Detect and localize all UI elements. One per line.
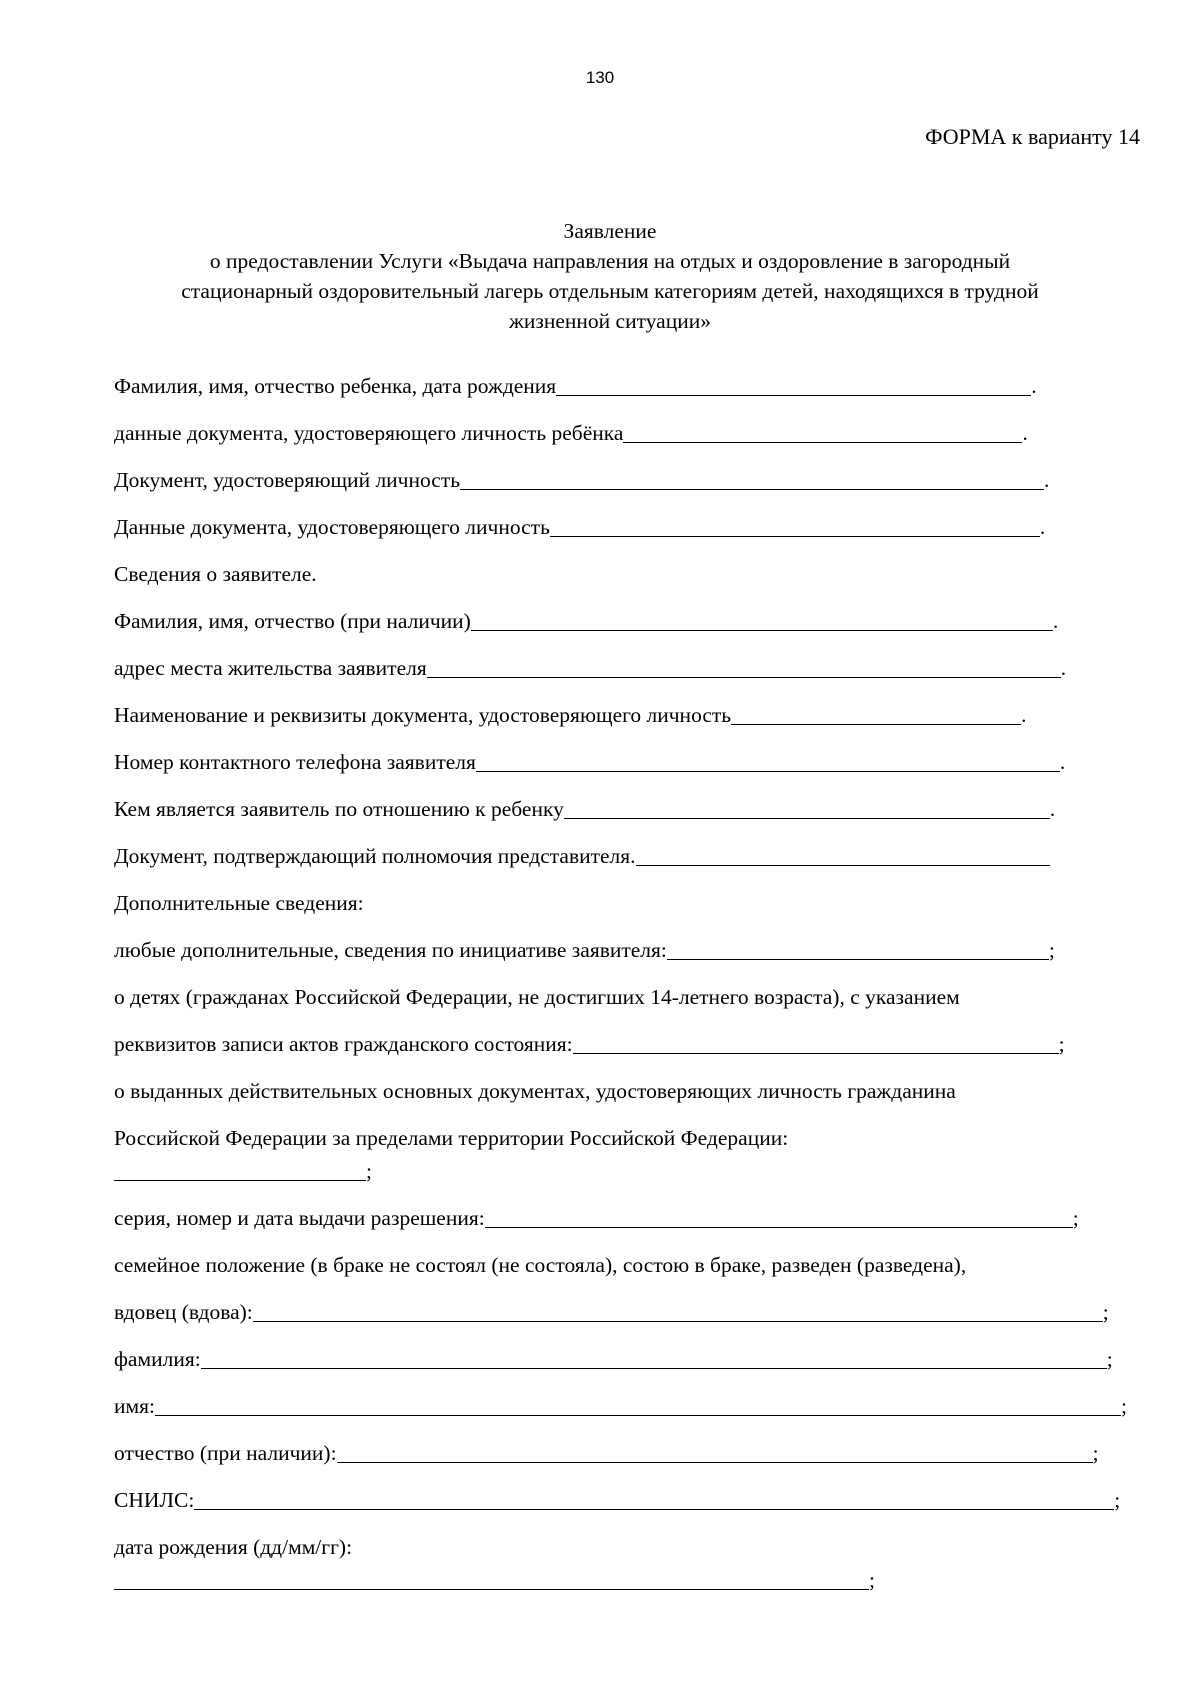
field-end: . — [1044, 468, 1050, 492]
birth-date-input[interactable] — [114, 1569, 869, 1590]
field-patronymic — [114, 1439, 1099, 1467]
field-child-name-dob — [114, 372, 1037, 400]
field-label: реквизитов записи актов гражданского состояния: — [114, 1032, 573, 1056]
first-name-input[interactable] — [155, 1395, 1121, 1416]
id-doc-input[interactable] — [460, 469, 1044, 490]
applicant-address-input[interactable] — [427, 657, 1061, 678]
field-label: Сведения о заявителе. — [114, 562, 317, 586]
field-label: СНИЛС: — [114, 1488, 195, 1512]
field-id-doc-data — [114, 513, 1045, 541]
document-heading — [130, 216, 1090, 336]
heading-line-3: жизненной ситуации» — [509, 309, 711, 333]
child-name-dob-input[interactable] — [556, 375, 1031, 396]
snils-input[interactable] — [194, 1489, 1114, 1510]
field-birth-date — [114, 1566, 875, 1594]
field-label: о детях (гражданах Российской Федерации, не достигших 14-летнего возраста), с указанием — [114, 985, 960, 1009]
children-info-input[interactable] — [573, 1033, 1059, 1054]
marital-status-line-1 — [114, 1251, 966, 1279]
additional-section-heading — [114, 889, 364, 917]
additional-info-input[interactable] — [667, 939, 1049, 960]
field-end: ; — [869, 1568, 875, 1592]
applicant-id-doc-input[interactable] — [731, 704, 1021, 725]
heading-line-1: о предоставлении Услуги «Выдача направления на отдых и оздоровление в загородный — [209, 249, 1011, 273]
field-end: ; — [1048, 938, 1055, 962]
patronymic-input[interactable] — [337, 1442, 1093, 1463]
field-label: данные документа, удостоверяющего личность ребёнка — [114, 421, 624, 445]
field-label: вдовец (вдова): — [114, 1300, 253, 1324]
field-end: . — [1021, 703, 1027, 727]
birth-date-label-row — [114, 1533, 352, 1561]
applicant-name-input[interactable] — [471, 610, 1053, 631]
permit-input[interactable] — [485, 1207, 1073, 1228]
field-applicant-address — [114, 654, 1066, 682]
field-label: о выданных действительных основных документах, удостоверяющих личность гражданина — [114, 1079, 956, 1103]
applicant-section-heading — [114, 560, 317, 588]
field-representative-doc — [114, 842, 1050, 870]
children-info-line-1 — [114, 983, 960, 1011]
document-title: Заявление — [563, 219, 657, 243]
field-label: Данные документа, удостоверяющего личность — [114, 515, 550, 539]
field-label: отчество (при наличии): — [114, 1441, 337, 1465]
heading-line-2: стационарный оздоровительный лагерь отдельным категориям детей, находящихся в трудной — [181, 279, 1039, 303]
field-label: Кем является заявитель по отношению к ребенку — [114, 797, 564, 821]
field-label: Номер контактного телефона заявителя — [114, 750, 476, 774]
surname-input[interactable] — [201, 1348, 1107, 1369]
page-number: 130 — [585, 68, 615, 87]
field-end: . — [1052, 609, 1059, 633]
applicant-phone-input[interactable] — [476, 751, 1060, 772]
field-end: ; — [1106, 1347, 1113, 1371]
field-label: адрес места жительства заявителя — [114, 656, 427, 680]
field-applicant-id-doc — [114, 701, 1026, 729]
representative-doc-input[interactable] — [636, 845, 1050, 866]
field-surname — [114, 1345, 1113, 1373]
field-end: ; — [1102, 1300, 1109, 1324]
form-variant-label: ФОРМА к варианту 14 — [925, 124, 1140, 149]
field-label: имя: — [114, 1394, 155, 1418]
field-first-name — [114, 1392, 1127, 1420]
field-label: Документ, подтверждающий полномочия представителя. — [114, 844, 636, 868]
field-foreign-docs — [114, 1157, 372, 1185]
foreign-docs-line-1 — [114, 1077, 956, 1105]
field-end: ; — [1072, 1206, 1079, 1230]
field-label: дата рождения (дд/мм/гг): — [114, 1535, 353, 1559]
field-end: . — [1049, 797, 1056, 821]
field-label: Документ, удостоверяющий личность — [114, 468, 461, 492]
child-id-doc-input[interactable] — [623, 422, 1022, 443]
field-label: серия, номер и дата выдачи разрешения: — [114, 1206, 485, 1230]
field-label: Российской Федерации за пределами территории Российской Федерации: — [114, 1126, 789, 1150]
field-end: . — [1060, 656, 1067, 680]
field-label: Дополнительные сведения: — [114, 891, 364, 915]
field-id-doc — [114, 466, 1049, 494]
field-end: . — [1039, 515, 1046, 539]
field-applicant-name — [114, 607, 1058, 635]
field-end: ; — [1120, 1394, 1127, 1418]
field-applicant-phone — [114, 748, 1065, 776]
field-relation-to-child — [114, 795, 1055, 823]
field-end: . — [1022, 421, 1028, 445]
field-snils — [114, 1486, 1120, 1514]
field-end: . — [1059, 750, 1066, 774]
relation-to-child-input[interactable] — [564, 798, 1050, 819]
marital-status-input[interactable] — [253, 1301, 1103, 1322]
field-label: любые дополнительные, сведения по инициативе заявителя: — [114, 938, 667, 962]
field-marital-status — [114, 1298, 1109, 1326]
field-label: семейное положение (в браке не состоял (не состояла), состою в браке, разведен (разведена), — [114, 1253, 967, 1277]
field-end: ; — [366, 1159, 372, 1183]
field-end: ; — [1058, 1032, 1065, 1056]
field-end: . — [1031, 374, 1037, 398]
foreign-docs-line-2 — [114, 1124, 788, 1152]
field-label: Наименование и реквизиты документа, удостоверяющего личность — [114, 703, 732, 727]
field-permit — [114, 1204, 1079, 1232]
field-children-info — [114, 1030, 1065, 1058]
id-doc-data-input[interactable] — [550, 516, 1040, 537]
field-label: Фамилия, имя, отчество (при наличии) — [114, 609, 471, 633]
field-end: ; — [1114, 1488, 1121, 1512]
field-end: ; — [1092, 1441, 1099, 1465]
field-additional-info — [114, 936, 1055, 964]
field-child-id-doc — [114, 419, 1028, 447]
field-label: Фамилия, имя, отчество ребенка, дата рождения — [114, 374, 557, 398]
field-label: фамилия: — [114, 1347, 201, 1371]
foreign-docs-input[interactable] — [114, 1160, 366, 1181]
